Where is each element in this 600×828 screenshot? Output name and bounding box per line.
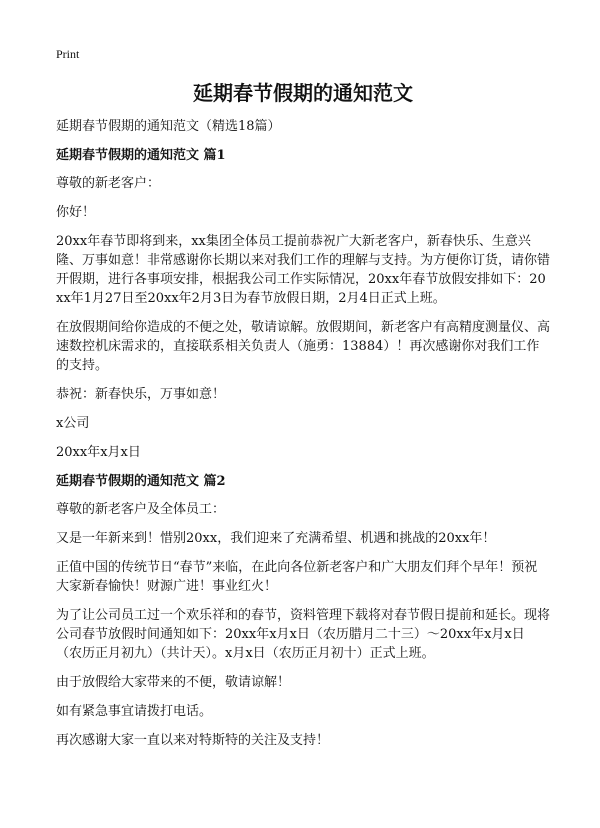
section-heading-2: 延期春节假期的通知范文 篇2 [56, 474, 226, 489]
salutation-2: 尊敬的新老客户及全体员工： [56, 502, 226, 517]
body-paragraph: 再次感谢大家一直以来对特斯特的关注及支持！ [56, 733, 330, 748]
body-paragraph: 为了让公司员工过一个欢乐祥和的春节，资料管理下载将对春节假日提前和延长。现将公司春节放假时间通知如下：20xx年x月x日（农历腊月二十三）～20xx年x月x日（农历正月初九）（共计天）。x月x日（农历正月初十）正式上班。 [56, 608, 551, 661]
body-paragraph: 由于放假给大家带来的不便，敬请谅解！ [56, 675, 291, 690]
signature-date-1: 20xx年x月x日 [56, 445, 141, 460]
print-label: Print [56, 47, 80, 61]
greeting-1: 你好！ [56, 205, 96, 220]
body-paragraph: 20xx年春节即将到来，xx集团全体员工提前恭祝广大新老客户，新春快乐、生意兴隆、万事如意！非常感谢你长期以来对我们工作的理解与支持。为方便你订货，请你错开假期，进行各事项安排，根据我公司工作实际情况，20xx年春节放假安排如下：20xx年1月27日至20xx年2月3日为春节放假日期，2月4日正式上班。 [56, 234, 551, 306]
document-subtitle: 延期春节假期的通知范文（精选18篇） [56, 119, 281, 134]
salutation-1: 尊敬的新老客户： [56, 176, 161, 191]
body-paragraph: 如有紧急事宜请拨打电话。 [56, 704, 213, 719]
signature-company-1: x公司 [56, 416, 90, 431]
section-heading-1: 延期春节假期的通知范文 篇1 [56, 148, 226, 163]
closing-wish-1: 恭祝：新春快乐，万事如意！ [56, 387, 226, 402]
body-paragraph: 正值中国的传统节日“春节”来临，在此向各位新老客户和广大朋友们拜个早年！预祝大家新春愉快！财源广进！事业红火！ [56, 560, 538, 594]
body-paragraph: 又是一年新来到！惜别20xx，我们迎来了充满希望、机遇和挑战的20xx年！ [56, 531, 496, 546]
document-title: 延期春节假期的通知范文 [193, 81, 413, 105]
body-paragraph: 在放假期间给你造成的不便之处，敬请谅解。放假期间，新老客户有高精度测量仪、高速数控机床需求的，直接联系相关负责人（施勇：13884）！再次感谢你对我们工作的支持。 [56, 320, 551, 373]
